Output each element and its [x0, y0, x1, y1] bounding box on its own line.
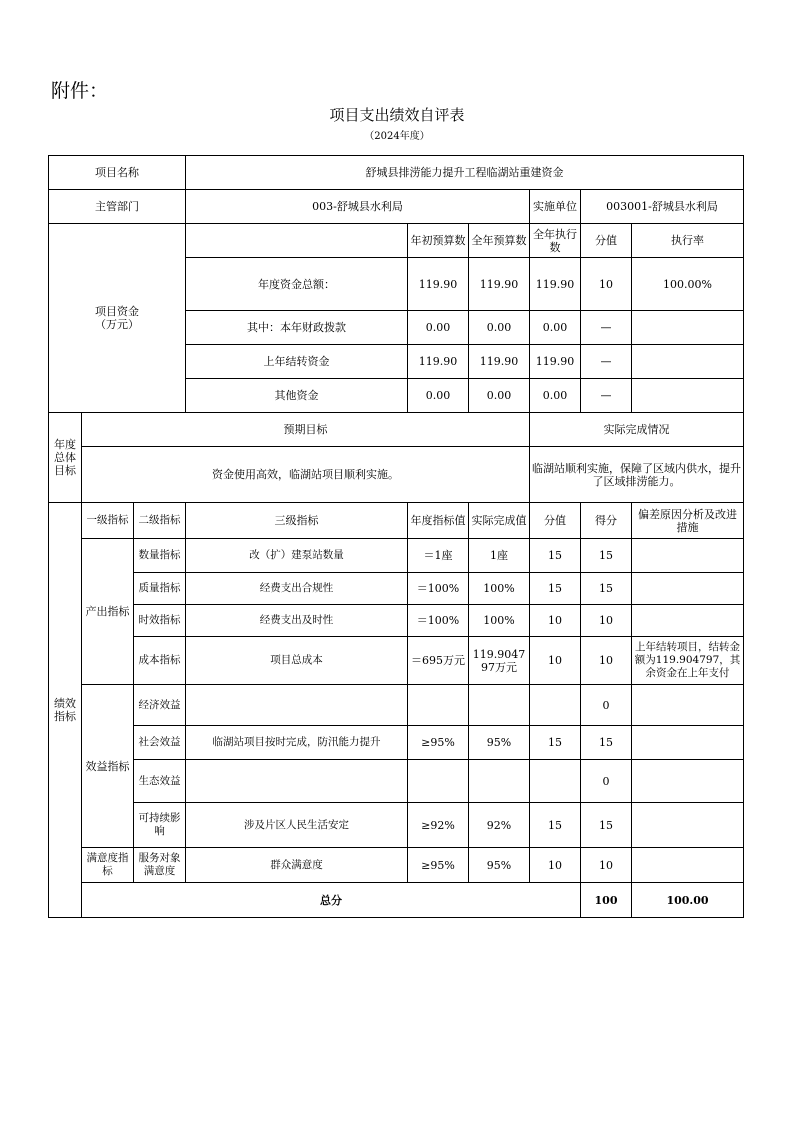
funds-header-executed: 全年执行数: [530, 224, 581, 258]
goals-header-row: [49, 413, 744, 447]
indicator-actual: 100%: [469, 573, 530, 605]
funds-annual: 119.90: [469, 345, 530, 379]
indicator-score: 15: [581, 539, 632, 573]
indicator-weight: 15: [530, 573, 581, 605]
indicator-target: [408, 685, 469, 726]
indicator-actual: 119.904797万元: [469, 637, 530, 685]
actual-header: 实际完成值: [469, 503, 530, 539]
funds-weight: —: [581, 345, 632, 379]
indicator-actual: [469, 685, 530, 726]
implementing-unit-label: 实施单位: [530, 190, 581, 224]
indicator-actual: 1座: [469, 539, 530, 573]
indicator-target: ＝695万元: [408, 637, 469, 685]
funds-header-row: [49, 224, 744, 258]
indicator-target: ≥95%: [408, 848, 469, 883]
indicator-row: [49, 726, 744, 760]
department-value: 003-舒城县水利局: [186, 190, 530, 224]
funds-annual: 119.90: [469, 258, 530, 311]
indicators-header-row: [49, 503, 744, 539]
department-label: 主管部门: [49, 190, 186, 224]
indicator-row: [49, 848, 744, 883]
indicator-level3: 群众满意度: [186, 848, 408, 883]
indicator-level3: [186, 760, 408, 803]
indicator-row: [49, 760, 744, 803]
indicator-row: [49, 685, 744, 726]
indicator-weight: 10: [530, 605, 581, 637]
total-label: 总分: [82, 883, 581, 918]
funds-initial: 0.00: [408, 379, 469, 413]
indicator-target: ＝100%: [408, 573, 469, 605]
indicator-level2: 生态效益: [134, 760, 186, 803]
satisfaction-indicators-group: 满意度指标: [82, 848, 134, 883]
score-header: 得分: [581, 503, 632, 539]
indicator-deviation: [632, 685, 744, 726]
funds-rate: [632, 379, 744, 413]
funds-row-label: 其中：本年财政拨款: [186, 311, 408, 345]
target-header: 年度指标值: [408, 503, 469, 539]
indicator-level2: 数量指标: [134, 539, 186, 573]
indicator-score: 15: [581, 726, 632, 760]
indicator-score: 10: [581, 637, 632, 685]
project-name-value: 舒城县排涝能力提升工程临湖站重建资金: [186, 156, 744, 190]
indicator-score: 15: [581, 573, 632, 605]
indicator-deviation: [632, 848, 744, 883]
page-title: 项目支出绩效自评表: [329, 106, 465, 124]
indicator-target: ≥95%: [408, 726, 469, 760]
total-row: [49, 883, 744, 918]
funds-row-label: 上年结转资金: [186, 345, 408, 379]
indicator-target: ＝1座: [408, 539, 469, 573]
indicator-actual: 92%: [469, 803, 530, 848]
project-name-label: 项目名称: [49, 156, 186, 190]
indicator-target: ＝100%: [408, 605, 469, 637]
funds-executed: 119.90: [530, 258, 581, 311]
funds-header-blank: [186, 224, 408, 258]
indicator-row: [49, 605, 744, 637]
funds-row-label: 年度资金总额：: [186, 258, 408, 311]
level3-header: 三级指标: [186, 503, 408, 539]
funds-header-initial: 年初预算数: [408, 224, 469, 258]
indicator-weight: 15: [530, 539, 581, 573]
indicator-weight: 10: [530, 848, 581, 883]
total-weight: 100: [581, 883, 632, 918]
indicator-level3: 改（扩）建泵站数量: [186, 539, 408, 573]
funds-header-weight: 分值: [581, 224, 632, 258]
funds-executed: 119.90: [530, 345, 581, 379]
indicator-row: [49, 637, 744, 685]
indicator-deviation: [632, 573, 744, 605]
indicator-level2: 服务对象满意度: [134, 848, 186, 883]
funds-weight: —: [581, 379, 632, 413]
indicator-actual: 100%: [469, 605, 530, 637]
indicator-row: [49, 539, 744, 573]
indicator-deviation: [632, 726, 744, 760]
indicator-level2: 时效指标: [134, 605, 186, 637]
indicator-level3: [186, 685, 408, 726]
funds-header-annual: 全年预算数: [469, 224, 530, 258]
indicator-score: 15: [581, 803, 632, 848]
annual-goal-label: 年度总体目标: [49, 413, 82, 503]
indicator-level2: 社会效益: [134, 726, 186, 760]
indicator-weight: 15: [530, 726, 581, 760]
expected-goal-text: 资金使用高效，临湖站项目顺利实施。: [82, 447, 530, 503]
implementing-unit-value: 003001-舒城县水利局: [581, 190, 744, 224]
funds-weight: —: [581, 311, 632, 345]
indicator-level2: 经济效益: [134, 685, 186, 726]
indicator-target: [408, 760, 469, 803]
indicator-deviation: [632, 803, 744, 848]
funds-rate: [632, 311, 744, 345]
level1-header: 一级指标: [82, 503, 134, 539]
indicator-deviation: [632, 605, 744, 637]
funds-annual: 0.00: [469, 379, 530, 413]
indicator-deviation: 上年结转项目，结转金额为119.904797，其余资金在上年支付: [632, 637, 744, 685]
indicator-score: 10: [581, 605, 632, 637]
indicator-actual: 95%: [469, 848, 530, 883]
funds-annual: 0.00: [469, 311, 530, 345]
indicator-row: [49, 803, 744, 848]
indicator-level3: 涉及片区人民生活安定: [186, 803, 408, 848]
funds-initial: 0.00: [408, 311, 469, 345]
indicator-score: 0: [581, 760, 632, 803]
funds-rate: 100.00%: [632, 258, 744, 311]
indicator-level3: 经费支出及时性: [186, 605, 408, 637]
indicator-score: 0: [581, 685, 632, 726]
indicator-actual: 95%: [469, 726, 530, 760]
actual-completion-text: 临湖站顺利实施，保障了区域内供水，提升了区域排涝能力。: [530, 447, 744, 503]
indicator-level3: 项目总成本: [186, 637, 408, 685]
funds-rate: [632, 345, 744, 379]
indicator-level3: 临湖站项目按时完成，防汛能力提升: [186, 726, 408, 760]
indicator-deviation: [632, 539, 744, 573]
department-row: [49, 190, 744, 224]
indicator-row: [49, 573, 744, 605]
total-score: 100.00: [632, 883, 744, 918]
indicator-weight: [530, 685, 581, 726]
funds-label: 项目资金 （万元）: [49, 224, 186, 413]
goals-row: [49, 447, 744, 503]
expected-goal-header: 预期目标: [82, 413, 530, 447]
indicator-level2: 成本指标: [134, 637, 186, 685]
indicator-deviation: [632, 760, 744, 803]
funds-executed: 0.00: [530, 311, 581, 345]
deviation-header: 偏差原因分析及改进措施: [632, 503, 744, 539]
funds-header-rate: 执行率: [632, 224, 744, 258]
indicator-weight: [530, 760, 581, 803]
indicator-actual: [469, 760, 530, 803]
indicator-level2: 质量指标: [134, 573, 186, 605]
level2-header: 二级指标: [134, 503, 186, 539]
indicator-weight: 15: [530, 803, 581, 848]
performance-indicators-label: 绩效指标: [49, 503, 82, 918]
actual-completion-header: 实际完成情况: [530, 413, 744, 447]
self-evaluation-table: [48, 155, 744, 918]
output-indicators-group: 产出指标: [82, 539, 134, 685]
funds-weight: 10: [581, 258, 632, 311]
indicator-level2: 可持续影响: [134, 803, 186, 848]
report-year: （2024年度）: [364, 131, 430, 142]
indicator-target: ≥92%: [408, 803, 469, 848]
project-name-row: [49, 156, 744, 190]
benefit-indicators-group: 效益指标: [82, 685, 134, 848]
funds-initial: 119.90: [408, 258, 469, 311]
indicator-score: 10: [581, 848, 632, 883]
weight-header: 分值: [530, 503, 581, 539]
indicator-level3: 经费支出合规性: [186, 573, 408, 605]
funds-executed: 0.00: [530, 379, 581, 413]
funds-initial: 119.90: [408, 345, 469, 379]
attachment-label: 附件：: [51, 80, 109, 102]
indicator-weight: 10: [530, 637, 581, 685]
funds-row-label: 其他资金: [186, 379, 408, 413]
